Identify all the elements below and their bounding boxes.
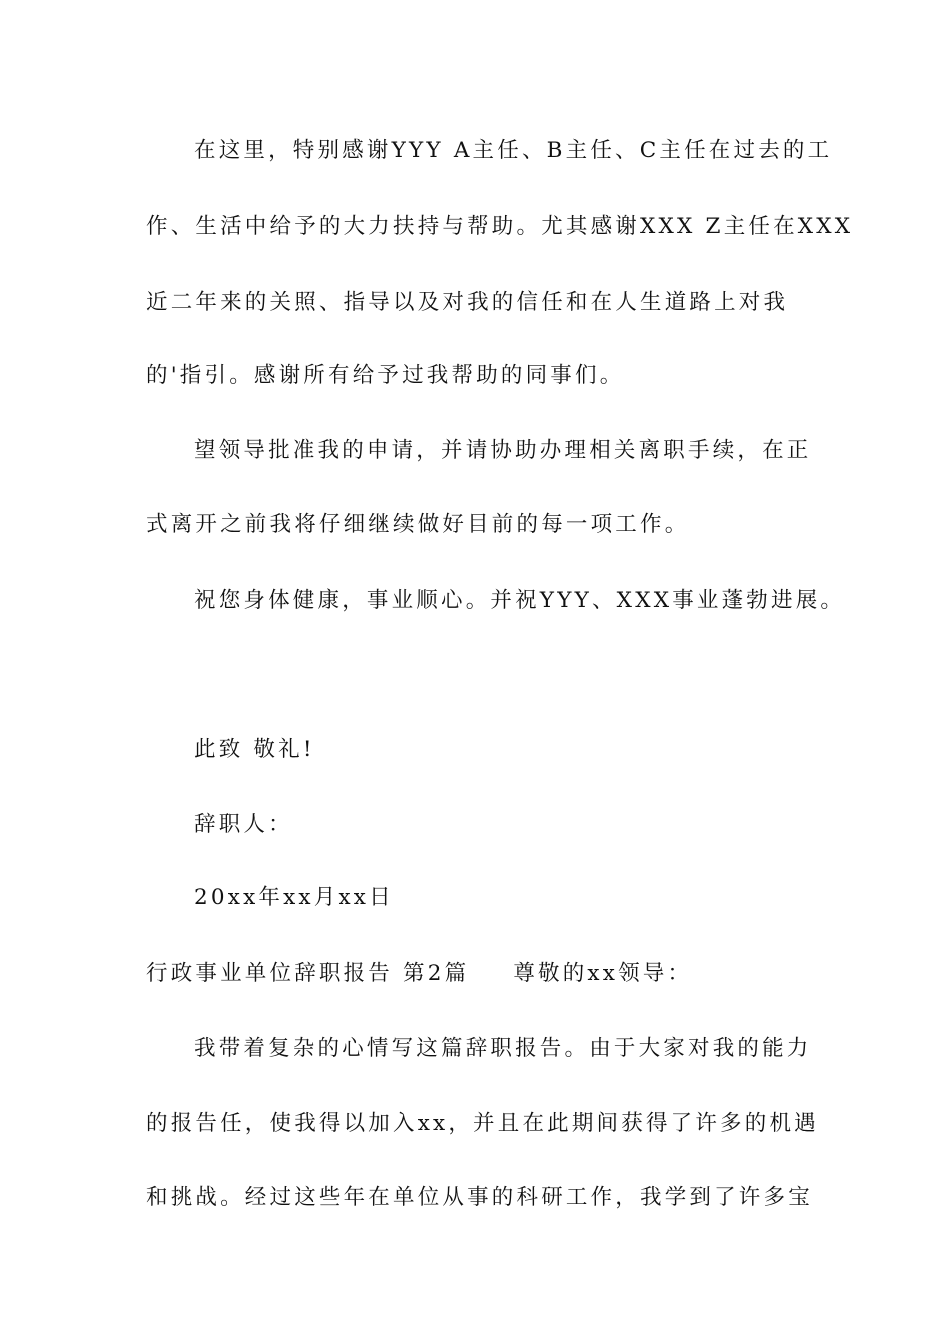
paragraph-request-line-2: 式离开之前我将仔细继续做好目前的每一项工作。 — [146, 512, 690, 537]
paragraph-thanks-line-3: 近二年来的关照、指导以及对我的信任和在人生道路上对我 — [146, 290, 789, 315]
paragraph-intro-line-2: 的报告任，使我得以加入xx，并且在此期间获得了许多的机遇 — [146, 1111, 819, 1136]
paragraph-intro-line-1: 我带着复杂的心情写这篇辞职报告。由于大家对我的能力 — [194, 1036, 812, 1061]
section-title: 行政事业单位辞职报告 第2篇 — [146, 961, 470, 986]
closing-line: 此致 敬礼! — [194, 737, 315, 762]
salutation: 尊敬的xx领导： — [513, 961, 693, 986]
paragraph-wishes: 祝您身体健康，事业顺心。并祝YYY、XXX事业蓬勃进展。 — [194, 588, 846, 613]
section-heading — [146, 954, 810, 994]
paragraph-thanks-line-4: 的'指引。感谢所有给予过我帮助的同事们。 — [146, 363, 625, 388]
paragraph-request-line-1: 望领导批准我的申请，并请协助办理相关离职手续，在正 — [194, 438, 812, 463]
date-line: 20xx年xx月xx日 — [194, 885, 394, 910]
paragraph-thanks-line-1: 在这里，特别感谢YYY A主任、B主任、C主任在过去的工 — [194, 138, 833, 163]
paragraph-intro-line-3: 和挑战。经过这些年在单位从事的科研工作，我学到了许多宝 — [146, 1185, 813, 1210]
signature-label: 辞职人： — [194, 812, 293, 837]
paragraph-thanks-line-2: 作、生活中给予的大力扶持与帮助。尤其感谢XXX Z主任在XXX — [146, 214, 854, 239]
